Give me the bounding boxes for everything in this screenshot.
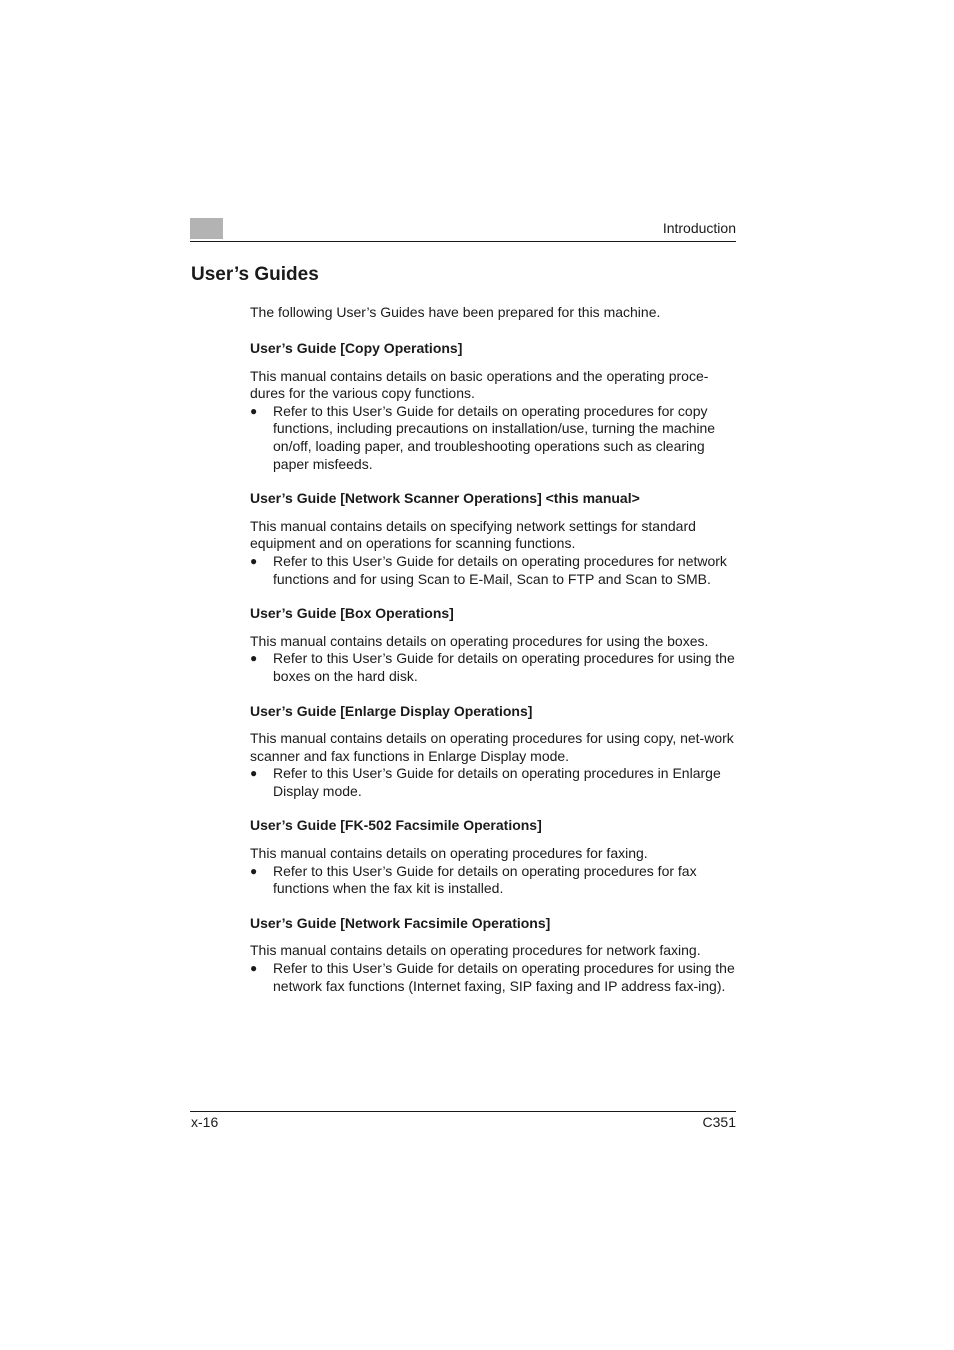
header-divider <box>190 241 736 242</box>
section-heading: User’s Guide [FK-502 Facsimile Operations] <box>250 817 542 834</box>
guide-section-enlarge-display <box>250 703 737 801</box>
bullet-item <box>250 960 737 995</box>
guide-section-network-facsimile <box>250 915 737 995</box>
bullet-list <box>250 650 737 685</box>
header-tab-marker <box>190 218 223 239</box>
guide-section-box <box>250 605 737 685</box>
bullet-dot-icon: ● <box>250 403 258 418</box>
bullet-item <box>250 403 737 473</box>
section-description: This manual contains details on operating procedures for using copy, net-work scanner and fax functions in Enlarge Display mode. <box>250 730 734 764</box>
section-description: This manual contains details on operating procedures for network faxing. <box>250 942 701 959</box>
bullet-text: Refer to this User’s Guide for details on operating procedures for fax functions when the fax kit is installed. <box>273 862 697 897</box>
bullet-list <box>250 960 737 995</box>
bullet-dot-icon: ● <box>250 863 258 878</box>
bullet-item <box>250 863 737 898</box>
section-description: This manual contains details on specifying network settings for standard equipment and on operations for scanning functions. <box>250 517 696 552</box>
guide-section-network-scanner <box>250 490 737 588</box>
section-heading: User’s Guide [Copy Operations] <box>250 340 463 356</box>
bullet-text: Refer to this User’s Guide for details on operating procedures for network functions and for using Scan to E-Mail, Scan to FTP and Scan to SMB. <box>273 552 727 587</box>
section-description: This manual contains details on operating procedures for faxing. <box>250 845 648 862</box>
bullet-dot-icon: ● <box>250 651 258 666</box>
model-name: C351 <box>702 1114 736 1130</box>
bullet-dot-icon: ● <box>250 961 258 976</box>
bullet-text: Refer to this User’s Guide for details on operating procedures in Enlarge Display mode. <box>273 765 721 799</box>
intro-text: The following User’s Guides have been prepared for this machine. <box>250 304 661 320</box>
bullet-item <box>250 765 737 800</box>
bullet-item <box>250 553 737 588</box>
bullet-dot-icon: ● <box>250 553 258 568</box>
bullet-text: Refer to this User’s Guide for details on operating procedures for copy functions, including precautions on installation/use, turning the machine on/off, loading paper, and troubleshooting operations such as clearing paper misfeeds. <box>273 402 716 472</box>
header-title: Introduction <box>662 220 736 236</box>
bullet-text: Refer to this User’s Guide for details on operating procedures for using the boxes on the hard disk. <box>273 650 735 684</box>
section-heading: User’s Guide [Network Facsimile Operations] <box>250 914 551 931</box>
bullet-list <box>250 553 737 588</box>
bullet-text: Refer to this User’s Guide for details on operating procedures for using the network fax functions (Internet faxing, SIP faxing and IP address fax-ing). <box>273 960 735 994</box>
bullet-list <box>250 403 737 473</box>
page-title: User’s Guides <box>191 264 319 285</box>
guide-section-copy <box>250 340 737 473</box>
guides-list <box>250 340 737 1012</box>
section-heading: User’s Guide [Network Scanner Operations] <this manual> <box>250 490 640 507</box>
footer-divider <box>190 1111 736 1112</box>
page-number: x-16 <box>191 1114 219 1130</box>
bullet-dot-icon: ● <box>250 766 258 781</box>
section-description: This manual contains details on basic operations and the operating proce-dures for the various copy functions. <box>250 367 709 402</box>
section-heading: User’s Guide [Enlarge Display Operations] <box>250 702 533 719</box>
section-heading: User’s Guide [Box Operations] <box>250 605 454 622</box>
guide-section-fk502-facsimile <box>250 817 737 897</box>
section-description: This manual contains details on operating procedures for using the boxes. <box>250 632 709 649</box>
bullet-item <box>250 650 737 685</box>
bullet-list <box>250 765 737 800</box>
bullet-list <box>250 863 737 898</box>
